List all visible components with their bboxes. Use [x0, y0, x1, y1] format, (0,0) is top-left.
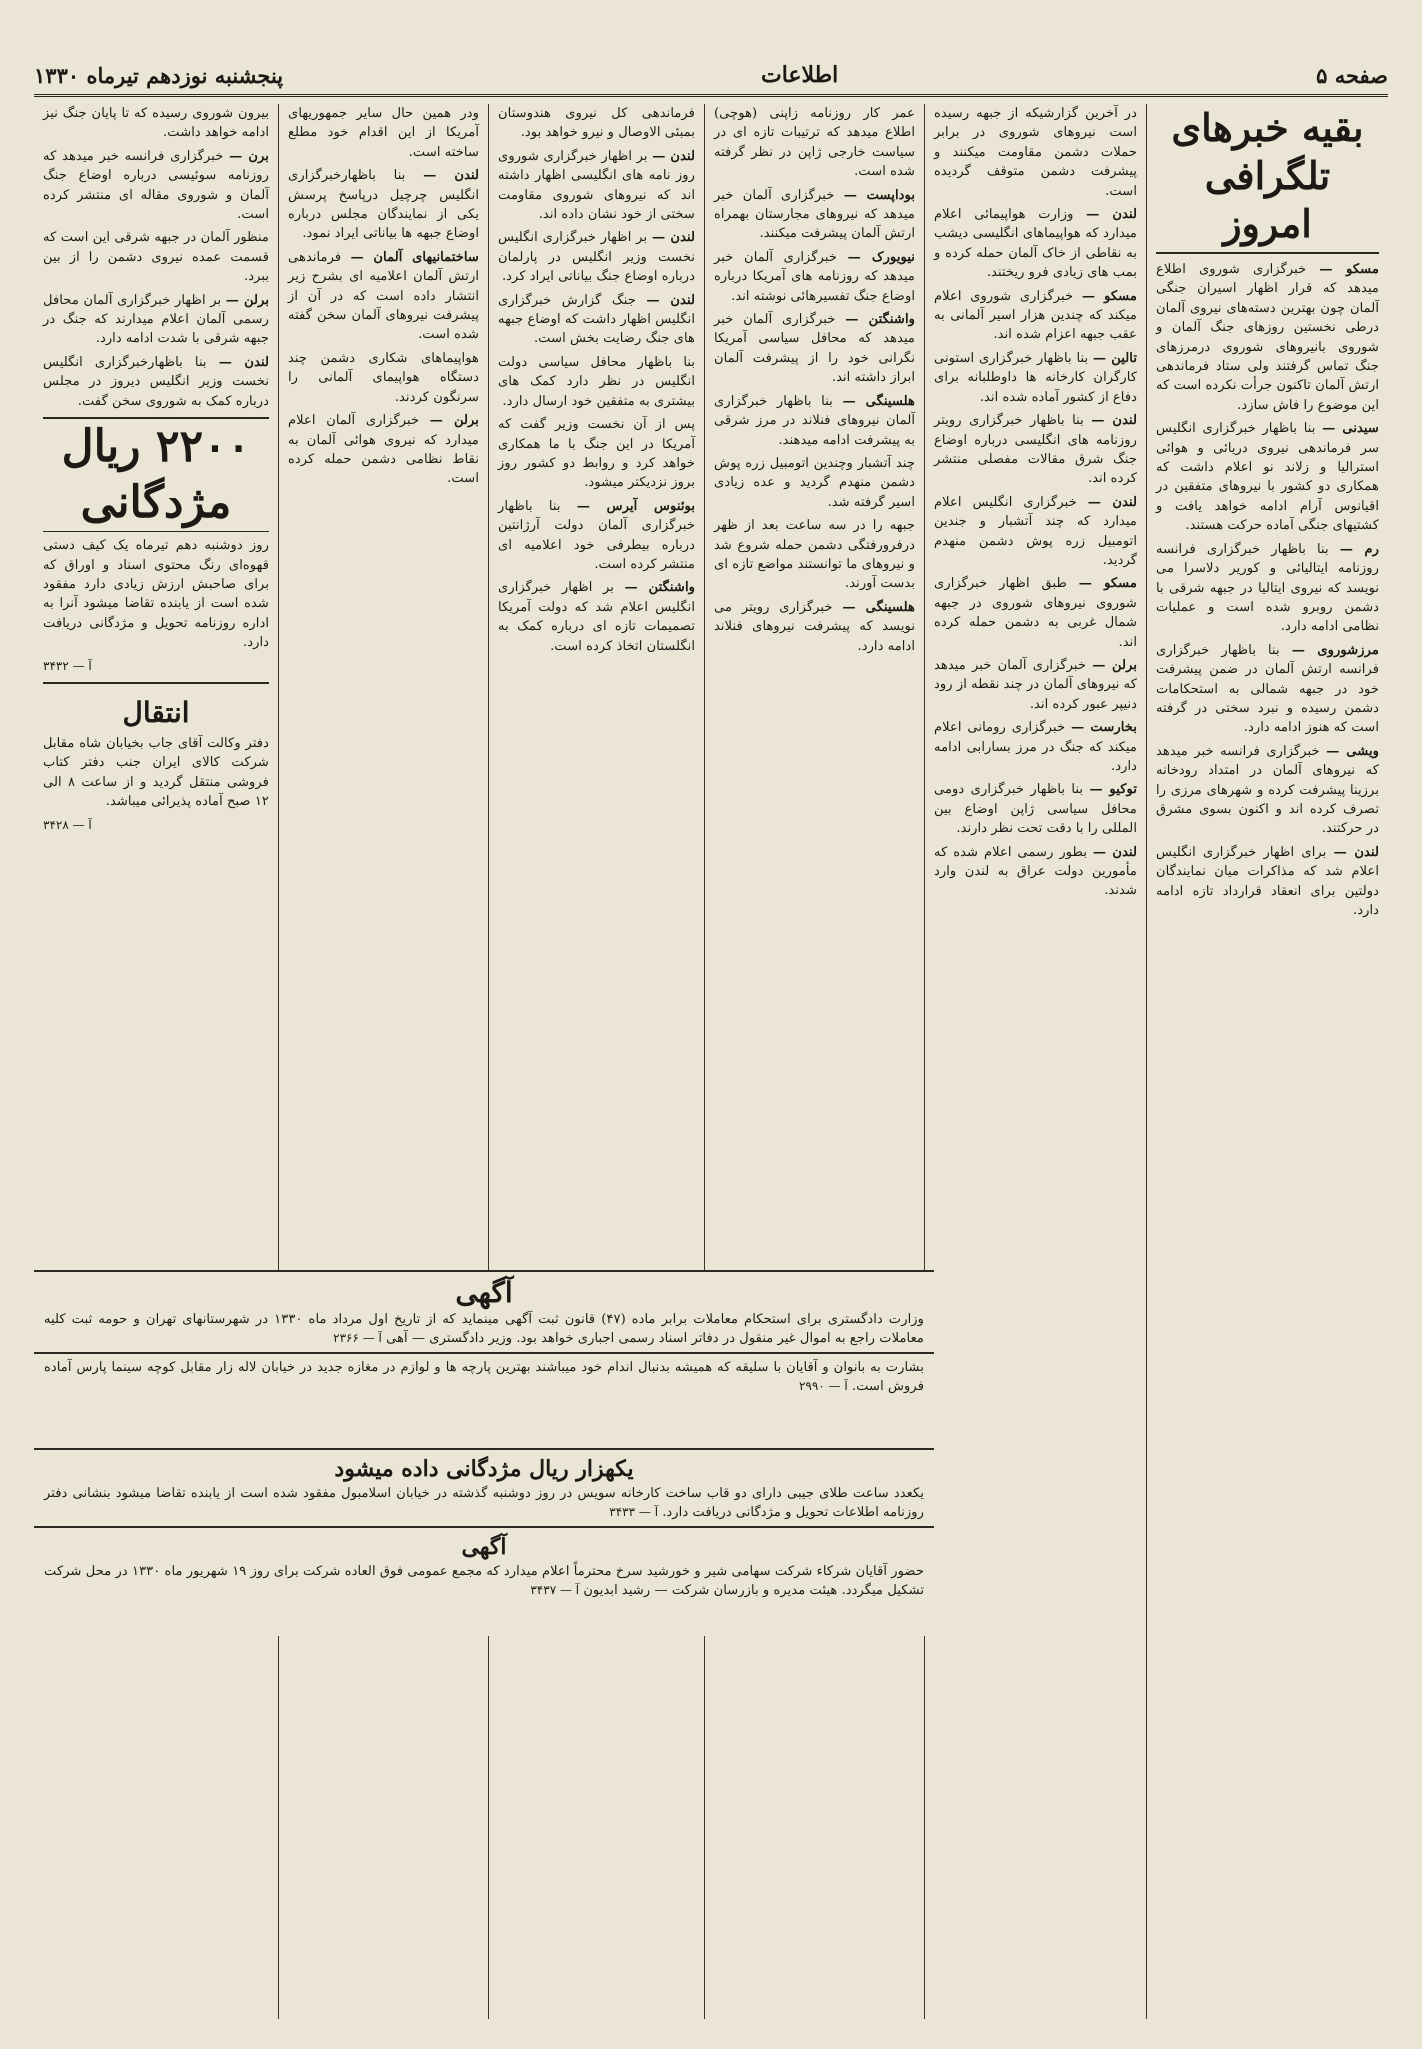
article — [934, 205, 1137, 283]
article-body: بنا باظهار خبرگزاری آلمان دولت آرژانتین درباره بیطرفی خود اعلامیه ای منتشر کرده است. — [498, 498, 695, 572]
article-body: خبرگزاری آلمان خبر میدهد که روزنامه های آمریکا درباره اوضاع جنگ تفسیرهائی نوشته اند. — [714, 249, 915, 304]
article-body: برای اظهار خبرگزاری انگلیس اعلام شد که مذاکرات میان نمایندگان دولتین برای انعقاد قرارداد تازه ادامه دارد. — [1156, 844, 1379, 918]
dateline: لندن — — [423, 168, 479, 184]
article — [498, 578, 695, 656]
article-body: بنا باظهار خبرگزاری رویتر روزنامه های انگلیسی درباره اوضاع جنگ شرق مقالات مفصلی منتشر کرده اند. — [934, 413, 1137, 487]
article-body: بر اظهار خبرگزاری انگلیس اعلام شد که دولت آمریکا تصمیمات تازه ای درباره کمک به انگلستان اتخاذ کرده است. — [498, 580, 695, 654]
lost-watch-ad — [34, 1448, 934, 1526]
dateline: برن — — [229, 148, 269, 164]
paper-name: اطلاعات — [760, 62, 839, 88]
dateline: مسکو — — [1319, 262, 1379, 277]
ad-code: آ — ۲۳۶۶ — [333, 1331, 382, 1346]
lost-watch-ad-body: یکعدد ساعت طلای جیبی دارای دو قاب ساخت کارخانه سویس در روز دوشنبه گذشته در خیابان اسلامبول مفقود شده است از یابنده تقاضا میشود بنشانی دفتر روزنامه اطلاعات تحویل و مژدگانی دریافت دارد. — [44, 1486, 924, 1521]
article-body: بنا باظهارخبرگزاری انگلیس نخست وزیر انگلیس دیروز در مجلس درباره کمک به شوروی سخن گفت. — [43, 354, 269, 409]
article — [714, 248, 915, 306]
article-body: بنا باظهار محافل سیاسی دولت انگلیس در نظر دارد کمک های بیشتری به متفقین خود ارسال دارد. — [498, 354, 695, 409]
article-body: بنا باظهار خبرگزاری فرانسه روزنامه ایتالیائی و کوریر دلاسرا می نویسد که نیروی ایتالیا در جبهه شرقی با دشمن روبرو شده است و عملیات نظامی ادامه دارد. — [1156, 541, 1379, 635]
article — [934, 574, 1137, 652]
article-body: بیرون شوروی رسیده که تا پایان جنگ نیز ادامه خواهد داشت. — [43, 106, 269, 141]
article-body: بنا باظهار خبرگزاری دومی محافل سیاسی ژاپن اوضاع بین المللی را با دقت تحت نظر دارند. — [934, 782, 1137, 837]
article-body: چند آتشبار وچندین اتومبیل زره پوش دشمن منهدم گردید و عده زیادی اسیر گرفته شد. — [714, 455, 915, 510]
dateline: واشنگتن — — [845, 312, 915, 328]
article — [1156, 260, 1379, 415]
article-body: ودر همین حال سایر جمهوریهای آمریکا از این اقدام خود مطلع ساخته است. — [288, 106, 479, 160]
article — [714, 392, 915, 450]
article — [1156, 641, 1379, 738]
article — [498, 497, 695, 575]
notice-ad — [34, 1270, 934, 1352]
dateline: لندن — — [652, 148, 696, 164]
dateline: واشنگتن — — [624, 580, 695, 596]
article-body: هواپیماهای شکاری دشمن چند دستگاه هواپیمای آلمانی را سرنگون کردند. — [288, 350, 479, 405]
dateline: لندن — — [1333, 844, 1379, 860]
article — [934, 780, 1137, 838]
article-body: بنا باظهارخبرگزاری انگلیس چرچیل درپاسخ پرسش یکی از نمایندگان مجلس درباره اوضاع جبهه ها بیاناتی ایراد نمود. — [288, 168, 479, 242]
dateline: ساختمانیهای آلمان — — [350, 249, 479, 265]
ad-code: آ — ۳۴۳۳ — [609, 1505, 659, 1520]
article-body: خبرگزاری شوروی اطلاع میدهد که قرار اظهار اسیران جنگی آلمان چون بهترین دسته‌های نیروی آلمان درطی نخستین روزهای جنگ آلمان و شوروی بانیروهای شوروی درمرزهای جنگ تماس گرفتند ولی ستاد فرماندهی ارتش آلمان تاکنون جرأت نکرده است که این موضوع را فاش سازد. — [1156, 262, 1379, 413]
article — [288, 166, 479, 244]
column-1 — [34, 104, 278, 2019]
move-ad-body: دفتر وکالت آقای جاب بخیابان شاه مقابل شرکت کالای ایران جنب دفتر کتاب فروشی منتقل گردید و از ساعت ۸ الی ۱۲ صبح آماده پذیرائی میباشد. — [43, 735, 269, 810]
dateline: توکیو — — [1089, 782, 1137, 798]
article — [498, 228, 695, 286]
article — [43, 291, 269, 349]
shareholders-ad — [34, 1526, 934, 1636]
article — [43, 147, 269, 225]
article-body: پس از آن نخست وزیر گفت که آمریکا در این جنگ با ما همکاری خواهد کرد و روابط دو کشور روز بروز نزدیکتر میشود. — [498, 417, 695, 491]
article — [43, 353, 269, 411]
banner-headline: بقیه خبرهای تلگرافی امروز — [1156, 104, 1379, 254]
article — [498, 291, 695, 349]
masthead — [34, 56, 1388, 97]
article-body: خبرگزاری شوروی اعلام میکند که چندین هزار اسیر آلمانی به عقب جبهه اعزام شده اند. — [934, 288, 1137, 343]
article — [714, 310, 915, 388]
dateline: ویشی — — [1326, 743, 1379, 759]
article-body: بنا باظهار خبرگزاری استونی کارگران کارخانه ها داوطلبانه برای دفاع از کشور آماده شده اند. — [934, 350, 1137, 405]
dateline: هلسینگی — — [842, 393, 915, 409]
shareholders-ad-body: حضور آقایان شرکاء شرکت سهامی شیر و خورشید سرخ محترماً اعلام میدارد که مجمع عمومی فوق العاده شرکت برای روز ۱۹ شهریور ماه ۱۳۳۰ در محل شرکت تشکیل میگردد. هیئت مدیره و بازرسان شرکت — رشید ابدیون — [44, 1564, 925, 1599]
dateline: لندن — — [1092, 844, 1137, 860]
reward-ad-body: روز دوشنبه دهم تیرماه یک کیف دستی قهوه‌ای رنگ محتوی اسناد و اوراق که برای صاحبش ارزش زیادی دارد مفقود شده است از یابنده تقاضا میشود آنرا به اداره روزنامه تحویل و مژدگانی دریافت دارد. — [43, 538, 269, 651]
article-body: فرماندهی ارتش آلمان اعلامیه ای بشرح زیر انتشار داده است که در آن از پیشرفت نیروهای آلمان سخن گفته شده است. — [288, 249, 479, 343]
article-body: خبرگزاری رویتر می نویسد که پیشرفت نیروهای فنلاند ادامه دارد. — [714, 599, 915, 654]
article — [934, 411, 1137, 489]
column-4 — [704, 104, 924, 2019]
article — [1156, 419, 1379, 535]
dateline: بوداپست — — [843, 187, 915, 203]
article — [1156, 540, 1379, 637]
article — [288, 248, 479, 345]
article-body: خبرگزاری آلمان خبر میدهد که نیروهای مجارستان بهمراه ارتش آلمان پیشرفت میکنند. — [714, 187, 915, 242]
dateline: مسکو — — [1078, 576, 1137, 592]
dateline: نیویورک — — [847, 249, 915, 265]
article — [1156, 742, 1379, 839]
dateline: سیدنی — — [1322, 421, 1379, 437]
article-body: فرماندهی کل نیروی هندوستان بمبئی الاوصال و نیرو خواهد بود. — [498, 106, 695, 141]
article — [288, 411, 479, 489]
ad-code: آ — ۳۴۳۲ — [43, 658, 92, 673]
article-body: خبرگزاری انگلیس اعلام میدارد که چند آتشبار و جندین اتومبیل زره پوش دشمن منهدم گردید. — [934, 494, 1137, 568]
article-body: بطور رسمی اعلام شده که مأمورین دولت عراق به لندن وارد شدند. — [934, 844, 1137, 899]
article-body: خبرگزاری فرانسه خبر میدهد که روزنامه سوئیسی درباره اوضاع جنگ آلمان و شوروی مقاله ای منتشر کرده است. — [43, 148, 269, 223]
article — [714, 598, 915, 656]
article — [934, 349, 1137, 407]
ad-code: آ — ۳۴۲۸ — [43, 817, 92, 832]
article — [934, 718, 1137, 776]
column-2 — [278, 104, 488, 2019]
article — [934, 656, 1137, 714]
article-body: خبرگزاری آلمان خبر میدهد که محافل سیاسی آمریکا نگرانی خود را از پیشرفت آلمان ابراز داشته اند. — [714, 312, 915, 386]
dateline: تالین — — [1092, 350, 1137, 366]
article-body: جبهه را در سه ساعت بعد از ظهر درفرورفتگی دشمن حمله شروع شد و نیروهای ما توانستند مواضع تازه ای بدست آورند. — [714, 518, 915, 592]
ad-code: آ — ۲۹۹۰ — [798, 1379, 848, 1394]
dateline: لندن — — [1086, 207, 1137, 223]
dateline: هلسینگی — — [842, 599, 915, 615]
article — [498, 147, 695, 225]
article — [934, 287, 1137, 345]
article-body: عمر کار روزنامه زاپنی (هوچی) اطلاع میدهد که ترتیبات تازه ای در سیاست خارجی ژاپن در نظر گرفته شده است. — [714, 106, 915, 180]
ad-code: آ — ۳۴۳۷ — [530, 1583, 580, 1598]
dateline: بوئنوس آیرس — — [576, 498, 695, 514]
article — [1156, 843, 1379, 921]
article — [934, 493, 1137, 571]
move-ad — [43, 682, 269, 835]
move-ad-headline: انتقال — [122, 695, 190, 729]
article-body: بر اظهار خبرگزاری شوروی روز نامه های انگلیسی اظهار داشته اند که نیروهای شوروی مقاومت سختی از خود نشان داده اند. — [498, 148, 695, 223]
article-body: بنا باظهار خبرگزاری فرانسه ارتش آلمان در ضمن پیشرفت خود در جبهه شمالی به استحکامات دشمن رسیده و نبرد سختی در گرفته است که هنوز ادامه دارد. — [1156, 642, 1379, 736]
dateline: لندن — — [1091, 413, 1137, 429]
column-3 — [488, 104, 704, 2019]
reward-ad-headline: ۲۲۰۰ ریال مژدگانی — [43, 417, 269, 532]
dateline: بخارست — — [1070, 720, 1137, 736]
gift-ad — [34, 1352, 934, 1448]
shareholders-ad-headline: آگهی — [461, 1534, 507, 1560]
article-body: وزارت هواپیمائی اعلام میدارد که هواپیماهای انگلیسی دیشب به نقاطی از خاک آلمان حمله کرده و بمب های زیادی فرو ریختند. — [934, 207, 1137, 281]
notice-ad-body: وزارت دادگستری برای استحکام معاملات برابر ماده (۴۷) قانون ثبت آگهی مینماید که از تاریخ اول مرداد ماه ۱۳۳۰ در شهرستانهای تهران و حومه ثبت کلیه معاملات راجع به اموال غیر منقول در دفاتر اسناد رسمی اجباری خواهد بود. وزیر دادگستری — آهی — [44, 1312, 924, 1347]
columns — [34, 104, 1388, 2019]
dateline: برلن — — [225, 292, 269, 308]
dateline: برلن — — [429, 413, 479, 429]
article-body: بر اظهار خبرگزاری انگلیس نخست وزیر انگلیس در پارلمان درباره اوضاع جنگ بیاناتی ایراد کرد. — [498, 230, 695, 285]
dateline: رم — — [1339, 541, 1379, 557]
article-body: خبرگزاری رومانی اعلام میکند که جنگ در مرز بسارابی ادامه دارد. — [934, 720, 1137, 774]
dateline: برلن — — [1092, 657, 1137, 673]
article-body: بنا باظهار خبرگزاری آلمان نیروهای فنلاند در مرز شرقی به پیشرفت ادامه میدهند. — [714, 393, 915, 448]
article-body: خبرگزاری آلمان خبر میدهد که نیروهای آلمان در چند نقطه از رود دنیپر عبور کرده اند. — [934, 657, 1137, 712]
dateline: لندن — — [651, 230, 695, 246]
article-body: خبرگزاری فرانسه خبر میدهد که نیروهای آلمان در امتداد رودخانه برزینا پیشرفت کرده و شهرهای مرزی را تصرف کرده اند و اکنون بسوی مشرق در حرکتند. — [1156, 743, 1379, 837]
dateline: مسکو — — [1081, 288, 1137, 304]
article-body: منظور آلمان در جبهه شرقی این است که قسمت عمده نیروی دشمن را از بین ببرد. — [43, 230, 269, 285]
article-body: بنا باظهار خبرگزاری انگلیس سر فرماندهی نیروی دریائی و هوائی استرالیا و زلاند نو اعلام داشت که همکاری دو کشور با نیروهای متفقین در اقیانوس آرام ادامه خواهد یافت و کشتیهای جنگی آماده حرکت هستند. — [1156, 421, 1379, 534]
gift-ad-body: بشارت به بانوان و آقایان با سلیقه که همیشه بدنبال اندام خود میباشند بهترین پارچه ها و لوازم در مغازه جدید در خیابان لاله زار مقابل کوچه سینما پارس آماده فروش است. — [44, 1360, 924, 1395]
column-6 — [1146, 104, 1388, 2019]
column-5 — [924, 104, 1146, 2019]
article-body: در آخرین گزارشیکه از جبهه رسیده است نیروهای شوروی در برابر حملات دشمن مقاومت میکنند و پیشرفت دشمن متوقف گردیده است. — [934, 106, 1137, 199]
issue-date: پنجشنبه نوزدهم تیرماه ۱۳۳۰ — [34, 62, 284, 88]
dateline: لندن — — [218, 354, 270, 370]
dateline: لندن — — [646, 292, 695, 308]
article-body: خبرگزاری آلمان اعلام میدارد که نیروی هوائی آلمان به نقاط نظامی دشمن حمله کرده است. — [288, 413, 479, 487]
dateline: مرزشوروی — — [1291, 642, 1379, 658]
article — [934, 843, 1137, 901]
article-body: طبق اظهار خبرگزاری شوروی نیروهای شوروی در جبهه شمال غربی به دشمن حمله کرده اند. — [934, 576, 1137, 650]
article-body: جنگ گزارش خبرگزاری انگلیس اظهار داشت که اوضاع جبهه های جنگ رضایت بخش است. — [498, 292, 695, 347]
dateline: لندن — — [1087, 494, 1138, 510]
article — [714, 186, 915, 244]
page-number: صفحه ۵ — [1316, 62, 1388, 88]
notice-ad-headline: آگهی — [455, 1276, 513, 1309]
article-body: بر اظهار خبرگزاری آلمان محافل رسمی آلمان اعلام میدارند که جنگ در جبهه شرقی با شدت ادامه دارد. — [43, 292, 269, 347]
lost-watch-ad-headline: یکهزار ریال مژدگانی داده میشود — [334, 1456, 634, 1482]
